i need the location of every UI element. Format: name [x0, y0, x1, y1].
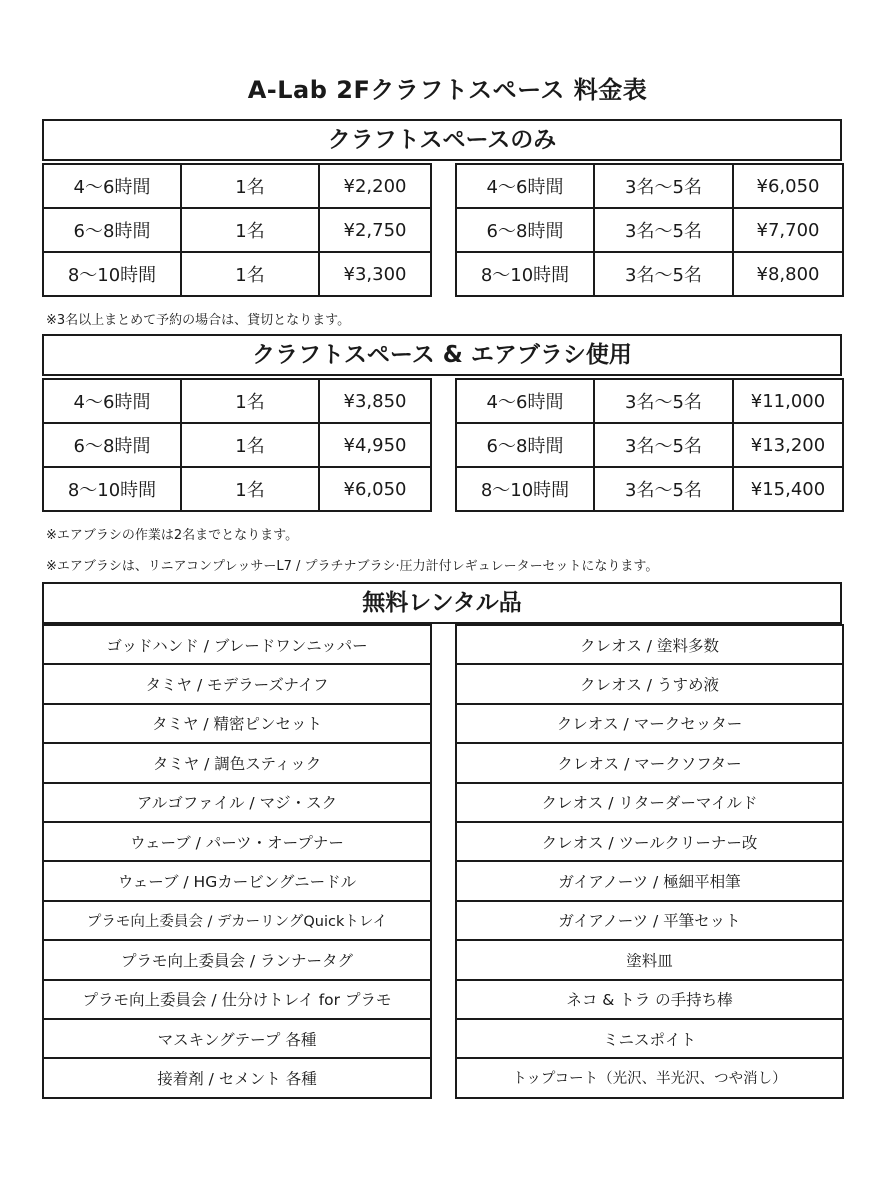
time-cell: 8〜10時間 — [456, 467, 594, 511]
rental-item: ガイアノーツ / 平筆セット — [456, 901, 843, 940]
table-row — [43, 252, 431, 296]
price-table-airbrush-group — [455, 378, 844, 512]
people-cell: 1名 — [181, 423, 319, 467]
list-item — [43, 980, 431, 1019]
list-item — [456, 980, 843, 1019]
note-airbrush-equipment: ※エアブラシは、リニアコンプレッサーL7 / プラチナブラシ·圧力計付レギュレーターセットになります。 — [46, 559, 659, 574]
list-item — [43, 1058, 431, 1097]
rental-item: ネコ & トラ の手持ち棒 — [456, 980, 843, 1019]
rental-item: クレオス / マークセッター — [456, 704, 843, 743]
people-cell: 3名〜5名 — [594, 423, 733, 467]
table-row — [43, 379, 431, 423]
rental-item: 塗料皿 — [456, 940, 843, 979]
rental-item: クレオス / ツールクリーナー改 — [456, 822, 843, 861]
price-table-airbrush-single — [42, 378, 432, 512]
list-item — [456, 1058, 843, 1097]
price-cell: ¥7,700 — [733, 208, 843, 252]
table-row — [456, 379, 843, 423]
list-item — [456, 901, 843, 940]
list-item — [43, 822, 431, 861]
time-cell: 6〜8時間 — [43, 208, 181, 252]
list-item — [43, 783, 431, 822]
people-cell: 3名〜5名 — [594, 164, 733, 208]
list-item — [456, 783, 843, 822]
time-cell: 6〜8時間 — [456, 208, 594, 252]
people-cell: 1名 — [181, 467, 319, 511]
note-airbrush-limit: ※エアブラシの作業は2名までとなります。 — [46, 528, 299, 543]
price-cell: ¥2,750 — [319, 208, 431, 252]
list-item — [456, 940, 843, 979]
page-title: A-Lab 2Fクラフトスペース 料金表 — [247, 76, 648, 104]
people-cell: 3名〜5名 — [594, 208, 733, 252]
rental-item: トップコート（光沢、半光沢、つや消し） — [456, 1058, 843, 1097]
list-item — [43, 664, 431, 703]
time-cell: 8〜10時間 — [43, 252, 181, 296]
rental-item: クレオス / うすめ液 — [456, 664, 843, 703]
section-header-free-rental: 無料レンタル品 — [42, 582, 842, 624]
price-cell: ¥6,050 — [319, 467, 431, 511]
table-row — [456, 467, 843, 511]
list-item — [43, 940, 431, 979]
list-item — [456, 822, 843, 861]
list-item — [456, 704, 843, 743]
rental-item: タミヤ / モデラーズナイフ — [43, 664, 431, 703]
list-item — [43, 1019, 431, 1058]
time-cell: 6〜8時間 — [43, 423, 181, 467]
rental-item: クレオス / リターダーマイルド — [456, 783, 843, 822]
rental-item: タミヤ / 精密ピンセット — [43, 704, 431, 743]
table-row — [456, 423, 843, 467]
price-cell: ¥13,200 — [733, 423, 843, 467]
time-cell: 4〜6時間 — [456, 164, 594, 208]
rental-item: プラモ向上委員会 / 仕分けトレイ for プラモ — [43, 980, 431, 1019]
rental-item: ゴッドハンド / ブレードワンニッパー — [43, 625, 431, 664]
people-cell: 1名 — [181, 208, 319, 252]
price-cell: ¥2,200 — [319, 164, 431, 208]
price-cell: ¥3,300 — [319, 252, 431, 296]
people-cell: 3名〜5名 — [594, 379, 733, 423]
rental-item: ウェーブ / HGカービングニードル — [43, 861, 431, 900]
note-reservation: ※3名以上まとめて予約の場合は、貸切となります。 — [46, 313, 351, 328]
price-cell: ¥15,400 — [733, 467, 843, 511]
table-row — [456, 208, 843, 252]
price-cell: ¥11,000 — [733, 379, 843, 423]
price-cell: ¥8,800 — [733, 252, 843, 296]
people-cell: 1名 — [181, 164, 319, 208]
price-cell: ¥6,050 — [733, 164, 843, 208]
table-row — [43, 423, 431, 467]
price-table-craft-single — [42, 163, 432, 297]
people-cell: 1名 — [181, 252, 319, 296]
section-header-craft-airbrush: クラフトスペース & エアブラシ使用 — [42, 334, 842, 376]
rental-item: ミニスポイト — [456, 1019, 843, 1058]
price-cell: ¥4,950 — [319, 423, 431, 467]
table-row — [43, 208, 431, 252]
rental-list-right — [455, 624, 844, 1099]
rental-item: ウェーブ / パーツ・オープナー — [43, 822, 431, 861]
rental-item: プラモ向上委員会 / ランナータグ — [43, 940, 431, 979]
list-item — [43, 743, 431, 782]
list-item — [43, 861, 431, 900]
table-row — [456, 164, 843, 208]
section-header-craft-only: クラフトスペースのみ — [42, 119, 842, 161]
list-item — [456, 1019, 843, 1058]
people-cell: 3名〜5名 — [594, 252, 733, 296]
table-row — [43, 164, 431, 208]
table-row — [43, 467, 431, 511]
time-cell: 4〜6時間 — [43, 379, 181, 423]
people-cell: 1名 — [181, 379, 319, 423]
rental-item: タミヤ / 調色スティック — [43, 743, 431, 782]
time-cell: 4〜6時間 — [456, 379, 594, 423]
rental-list-left — [42, 624, 432, 1099]
rental-item: マスキングテープ 各種 — [43, 1019, 431, 1058]
people-cell: 3名〜5名 — [594, 467, 733, 511]
rental-item: 接着剤 / セメント 各種 — [43, 1058, 431, 1097]
time-cell: 8〜10時間 — [456, 252, 594, 296]
rental-item: ガイアノーツ / 極細平相筆 — [456, 861, 843, 900]
table-row — [456, 252, 843, 296]
list-item — [43, 625, 431, 664]
rental-item: アルゴファイル / マジ・スク — [43, 783, 431, 822]
list-item — [43, 704, 431, 743]
time-cell: 4〜6時間 — [43, 164, 181, 208]
price-table-craft-group — [455, 163, 844, 297]
list-item — [456, 625, 843, 664]
price-cell: ¥3,850 — [319, 379, 431, 423]
time-cell: 6〜8時間 — [456, 423, 594, 467]
time-cell: 8〜10時間 — [43, 467, 181, 511]
list-item — [43, 901, 431, 940]
list-item — [456, 743, 843, 782]
rental-item: クレオス / マークソフター — [456, 743, 843, 782]
list-item — [456, 861, 843, 900]
rental-item: プラモ向上委員会 / デカーリングQuickトレイ — [43, 901, 431, 940]
rental-item: クレオス / 塗料多数 — [456, 625, 843, 664]
list-item — [456, 664, 843, 703]
